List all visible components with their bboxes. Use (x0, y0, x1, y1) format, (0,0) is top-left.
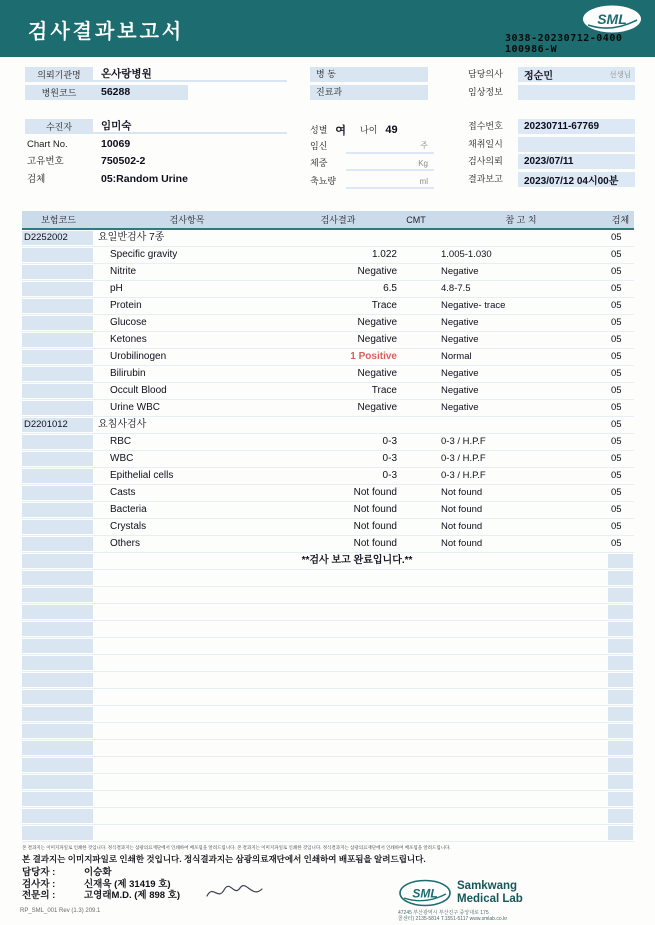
insurance-code-cell-bg (22, 316, 93, 330)
results-table-header (22, 211, 634, 230)
specimen-code: 05 (611, 504, 622, 515)
lab-address-line1: 47245 부산광역시 부산진구 중앙대로 175 (398, 910, 489, 916)
signature-icon (205, 882, 267, 904)
staff-row-manager (22, 867, 180, 878)
hospital-code-value: 56288 (93, 85, 188, 100)
test-item: 요일반검사 7종 (98, 232, 165, 243)
reference-range: 0-3 / H.P.F (441, 436, 486, 447)
reception-no-row (468, 119, 635, 137)
table-row (22, 468, 634, 485)
examiner-name: 신재욱 (제 31419 호) (84, 878, 171, 890)
staff-row-examiner (22, 879, 180, 890)
specimen-cell-bg (608, 605, 633, 619)
header-test-item: 검사항목 (169, 215, 205, 225)
table-row-empty (22, 706, 634, 723)
report-date-row (468, 172, 635, 190)
report-complete-note: **검사 보고 완료입니다.** (301, 555, 413, 566)
insurance-code-cell-bg (22, 537, 93, 551)
reception-no-label: 접수번호 (468, 121, 503, 131)
urine-volume-field (346, 174, 434, 189)
insurance-code-cell-bg (22, 282, 93, 296)
sml-footer-logo (398, 879, 452, 909)
specimen-code: 05 (611, 232, 622, 243)
doctor-value-band (518, 67, 635, 82)
ward-block (310, 67, 428, 102)
test-result: 6.5 (383, 283, 397, 294)
patient-name-label: 수진자 (25, 119, 93, 134)
results-table (22, 211, 634, 842)
hospital-code-label: 병원코드 (25, 85, 93, 100)
table-row-empty (22, 570, 634, 587)
table-row (22, 315, 634, 332)
insurance-code-cell-bg (22, 758, 93, 772)
insurance-code-cell-bg (22, 707, 93, 721)
collection-date-value (518, 137, 635, 152)
specimen-code: 05 (611, 334, 622, 345)
doctor-row (468, 67, 635, 85)
brand-line1: Samkwang (457, 880, 518, 892)
insurance-code-cell-bg (22, 367, 93, 381)
doctor-label: 담당의사 (468, 69, 503, 79)
specimen-cell-bg (608, 656, 633, 670)
insurance-code-cell-bg (22, 452, 93, 466)
specimen-code: 05 (611, 402, 622, 413)
test-item: Glucose (110, 317, 147, 328)
sml-logo-text: SML (597, 11, 627, 27)
weight-label: 체중 (310, 158, 328, 168)
insurance-code-cell-bg (22, 435, 93, 449)
table-row (22, 417, 634, 434)
form-code: RP_SML_001 Rev (1.3) 209.1 (20, 908, 101, 914)
insurance-code-cell-bg (22, 588, 93, 602)
table-row (22, 485, 634, 502)
reference-range: Negative- trace (441, 300, 506, 311)
doctor-block (468, 67, 635, 102)
specimen-cell-bg (608, 673, 633, 687)
specimen-cell-bg (608, 707, 633, 721)
test-result: Not found (353, 504, 397, 515)
unique-no-label: 고유번호 (27, 156, 64, 167)
header-test-result: 검사결과 (320, 215, 356, 225)
reference-range: 0-3 / H.P.F (441, 453, 486, 464)
test-result: Negative (357, 266, 397, 277)
insurance-code-cell-bg (22, 690, 93, 704)
specimen-code: 05 (611, 419, 622, 430)
insurance-code-cell-bg (22, 520, 93, 534)
reference-range: Negative (441, 317, 479, 328)
header-reference: 참 고 치 (505, 215, 537, 225)
specimen-code: 05 (611, 283, 622, 294)
report-banner (0, 0, 655, 57)
manager-role: 담당자 : (22, 867, 56, 878)
insurance-code-cell-bg (22, 503, 93, 517)
pregnancy-field (346, 139, 434, 154)
reference-range: Not found (441, 538, 483, 549)
brand-line2: Medical Lab (457, 893, 523, 905)
sml-footer-logo-text: SML (412, 886, 438, 901)
test-result: Not found (353, 487, 397, 498)
specimen-cell-bg (608, 588, 633, 602)
table-row-empty (22, 621, 634, 638)
clinical-info-label: 임상정보 (468, 86, 503, 97)
table-row (22, 366, 634, 383)
reference-range: Negative (441, 385, 479, 396)
department-label: 진료과 (310, 85, 428, 100)
test-item: Ketones (110, 334, 147, 345)
specimen-cell-bg (608, 826, 633, 840)
chart-no-label: Chart No. (27, 138, 68, 150)
report-date-value: 2023/07/12 04시00분 (518, 172, 635, 187)
unique-no-value: 750502-2 (101, 155, 146, 167)
insurance-code-cell-bg (22, 350, 93, 364)
institution-label: 의뢰기관명 (25, 67, 93, 82)
patient-block (25, 119, 287, 189)
table-row (22, 349, 634, 366)
staff-block (22, 867, 180, 902)
insurance-code-cell-bg (22, 299, 93, 313)
specimen-code: 05 (611, 436, 622, 447)
reception-no-value: 20230711-67769 (518, 119, 635, 134)
specimen-code: 05 (611, 487, 622, 498)
urine-volume-label: 축뇨량 (310, 175, 337, 186)
test-result: Negative (357, 402, 397, 413)
test-result: Trace (371, 385, 397, 396)
specimen-cell-bg (608, 792, 633, 806)
table-row (22, 332, 634, 349)
test-item: Bacteria (110, 504, 147, 515)
doc-number-line1: 3038-20230712-0400 (505, 33, 623, 44)
reference-range: 4.8-7.5 (441, 283, 471, 294)
specimen-code: 05 (611, 385, 622, 396)
table-row (22, 383, 634, 400)
weight-unit: Kg (418, 159, 428, 168)
test-result: 1 Positive (350, 351, 397, 362)
reference-range: Not found (441, 504, 483, 515)
header-cmt: CMT (406, 214, 426, 225)
request-date-value: 2023/07/11 (518, 154, 635, 169)
table-row (22, 553, 634, 570)
lab-address (398, 910, 507, 922)
specimen-cell-bg (608, 690, 633, 704)
specimen-label: 검체 (27, 173, 46, 185)
doctor-name: 정순민 (524, 71, 553, 82)
insurance-code: D2201012 (24, 419, 68, 430)
specimen-code: 05 (611, 453, 622, 464)
specimen-code: 05 (611, 368, 622, 379)
insurance-code-cell-bg (22, 384, 93, 398)
pregnancy-unit: 주 (420, 140, 428, 150)
specimen-cell-bg (608, 639, 633, 653)
specimen-code: 05 (611, 317, 622, 328)
table-row (22, 298, 634, 315)
test-item: WBC (110, 453, 134, 464)
doctor-suffix: 선생님 (609, 70, 631, 79)
specimen-cell-bg (608, 724, 633, 738)
table-row (22, 451, 634, 468)
test-item: Casts (110, 487, 136, 498)
report-title: 검사결과보고서 (28, 21, 185, 43)
reference-range: Negative (441, 334, 479, 345)
specimen-code: 05 (611, 266, 622, 277)
sex-value: 여 (335, 124, 347, 137)
brand-name (457, 880, 523, 906)
test-result: Trace (371, 300, 397, 311)
specimen-cell-bg (608, 741, 633, 755)
reference-range: 1.005-1.030 (441, 249, 492, 260)
insurance-code: D2252002 (24, 232, 68, 243)
specimen-code: 05 (611, 470, 622, 481)
table-row (22, 247, 634, 264)
test-result: Negative (357, 334, 397, 345)
reference-range: Not found (441, 487, 483, 498)
insurance-code-cell-bg (22, 673, 93, 687)
reference-range: Normal (441, 351, 472, 362)
chart-no-value: 10069 (101, 137, 131, 150)
insurance-code-cell-bg (22, 486, 93, 500)
header-specimen: 검체 (611, 215, 630, 225)
insurance-code-cell-bg (22, 809, 93, 823)
insurance-code-cell-bg (22, 469, 93, 483)
department-row (310, 85, 428, 103)
reference-range: Negative (441, 368, 479, 379)
report-date-label: 결과보고 (468, 173, 503, 184)
table-row-empty (22, 740, 634, 757)
table-row-empty (22, 638, 634, 655)
table-row-empty (22, 587, 634, 604)
header-insurance-code: 보험코드 (41, 215, 76, 225)
test-item: Occult Blood (110, 385, 167, 396)
print-notice: 본 결과지는 이미지파일로 인쇄한 것입니다. 정식결과지는 삼광의료재단에서 인쇄하여 배포됨을 알려드립니다. (22, 854, 426, 864)
ward-label: 병 동 (310, 67, 428, 82)
clinical-info-row (468, 85, 635, 103)
table-row (22, 281, 634, 298)
table-row-empty (22, 774, 634, 791)
reference-range: Negative (441, 402, 479, 413)
collection-date-row (468, 137, 635, 155)
reference-range: 0-3 / H.P.F (441, 470, 486, 481)
clinical-info-value (518, 85, 635, 100)
specimen-cell-bg (608, 809, 633, 823)
specimen-cell-bg (608, 554, 633, 568)
chart-no-row (25, 137, 287, 155)
urine-volume-unit: ml (419, 176, 428, 186)
manager-name: 이승화 (84, 867, 112, 878)
table-row (22, 519, 634, 536)
insurance-code-cell-bg (22, 571, 93, 585)
table-row (22, 264, 634, 281)
test-result: 0-3 (382, 470, 397, 481)
insurance-code-cell-bg (22, 775, 93, 789)
vitals-block (310, 121, 434, 191)
test-result: 0-3 (382, 436, 397, 447)
specimen-code: 05 (611, 300, 622, 311)
request-date-label: 검사의뢰 (468, 156, 503, 166)
sex-age-row (310, 121, 434, 139)
institution-row (25, 67, 287, 85)
test-item: Protein (110, 300, 142, 311)
reference-range: Negative (441, 266, 479, 277)
weight-field (346, 156, 434, 171)
unique-no-row (25, 154, 287, 172)
specialist-name: 고영래M.D. (제 898 호) (84, 890, 181, 901)
reception-block (468, 119, 635, 189)
collection-date-label: 채취일시 (468, 138, 503, 149)
specimen-cell-bg (608, 571, 633, 585)
age-value: 49 (385, 123, 398, 136)
test-result: Negative (357, 368, 397, 379)
test-item: Epithelial cells (110, 470, 174, 481)
pregnancy-row (310, 139, 434, 157)
insurance-code-cell-bg (22, 741, 93, 755)
weight-row (310, 156, 434, 174)
specimen-cell-bg (608, 775, 633, 789)
specimen-code: 05 (611, 538, 622, 549)
table-row (22, 434, 634, 451)
insurance-code-cell-bg (22, 554, 93, 568)
insurance-code-cell-bg (22, 792, 93, 806)
test-result: Not found (353, 538, 397, 549)
specimen-code: 05 (611, 521, 622, 532)
insurance-code-cell-bg (22, 605, 93, 619)
examiner-role: 검사자 : (22, 878, 56, 890)
patient-name-row (25, 119, 287, 137)
table-row (22, 400, 634, 417)
institution-block (25, 67, 287, 102)
table-row (22, 230, 634, 247)
table-row-empty (22, 689, 634, 706)
test-item: pH (110, 283, 123, 294)
test-item: Bilirubin (110, 368, 146, 379)
insurance-code-cell-bg (22, 401, 93, 415)
results-table-body (22, 230, 634, 842)
age-label: 나이 (360, 125, 378, 136)
specimen-row (25, 172, 287, 190)
test-result: Negative (357, 317, 397, 328)
insurance-code-cell-bg (22, 656, 93, 670)
insurance-code-cell-bg (22, 622, 93, 636)
table-row (22, 502, 634, 519)
table-row-empty (22, 825, 634, 842)
test-item: Specific gravity (110, 249, 178, 260)
insurance-code-cell-bg (22, 826, 93, 840)
specimen-value: 05:Random Urine (101, 172, 188, 185)
test-item: 요침사검사 (98, 419, 147, 430)
table-row-empty (22, 723, 634, 740)
test-result: Not found (353, 521, 397, 532)
sex-label: 성별 (310, 125, 328, 136)
micro-notice: 본 결과지는 이미지파일로 인쇄한 것입니다. 정식결과지는 삼광의료재단에서 인쇄하여 배포됨을 알려드립니다. 본 결과지는 이미지파일로 인쇄한 것입니다. 정식결과지는 삼광의료재단에서 인쇄하여 배포됨을 알려드립니다. (22, 845, 451, 850)
reference-range: Not found (441, 521, 483, 532)
hospital-code-row (25, 85, 287, 103)
test-item: Nitrite (110, 266, 137, 277)
test-item: Crystals (110, 521, 147, 532)
pregnancy-label: 임신 (310, 140, 328, 151)
urine-volume-row (310, 174, 434, 192)
institution-value: 온사랑병원 (93, 67, 287, 82)
table-row-empty (22, 808, 634, 825)
table-row-empty (22, 655, 634, 672)
table-row-empty (22, 791, 634, 808)
table-row-empty (22, 672, 634, 689)
doc-number-line2: 100986-W (505, 44, 558, 55)
test-item: RBC (110, 436, 132, 447)
table-row-empty (22, 757, 634, 774)
test-item: Others (110, 538, 141, 549)
lab-address-line2: 콜센터) 2135-5814 T.1551-5117 www.smlab.co.kr (398, 916, 508, 922)
table-row-empty (22, 604, 634, 621)
document-numbers (505, 33, 622, 55)
specimen-cell-bg (608, 758, 633, 772)
test-result: 0-3 (382, 453, 397, 464)
ward-row (310, 67, 428, 85)
insurance-code-cell-bg (22, 333, 93, 347)
test-item: Urobilinogen (110, 351, 167, 362)
specimen-code: 05 (611, 249, 622, 260)
staff-row-specialist (22, 890, 180, 901)
insurance-code-cell-bg (22, 248, 93, 262)
request-date-row (468, 154, 635, 172)
specimen-cell-bg (608, 622, 633, 636)
specimen-code: 05 (611, 351, 622, 362)
patient-name-value: 임미숙 (93, 119, 287, 134)
table-row (22, 536, 634, 553)
insurance-code-cell-bg (22, 724, 93, 738)
test-result: 1.022 (371, 249, 397, 260)
specialist-role: 전문의 : (22, 890, 56, 901)
insurance-code-cell-bg (22, 639, 93, 653)
test-item: Urine WBC (110, 402, 161, 413)
insurance-code-cell-bg (22, 265, 93, 279)
